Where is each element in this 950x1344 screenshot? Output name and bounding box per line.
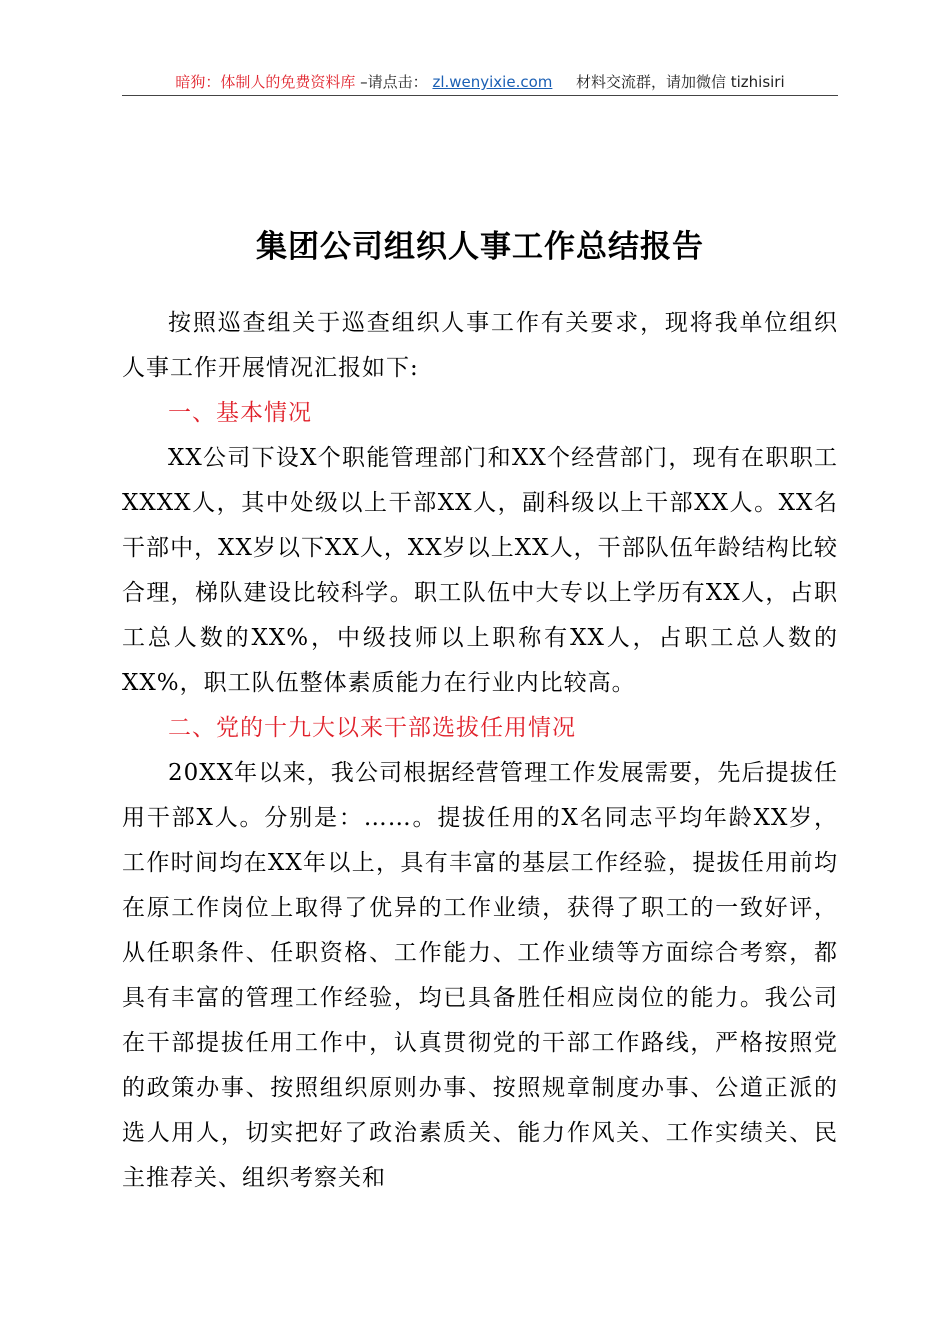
header-promo-text: 暗狗：体制人的免费资料库 [175,73,356,91]
section-paragraph-cadre-selection: 20XX年以来，我公司根据经营管理工作发展需要，先后提拔任用干部X人。分别是：……。提拔任用的X名同志平均年龄XX岁，工作时间均在XX年以上，具有丰富的基层工作经验，提拔任用前均在原工作岗位上取得了优异的工作业绩，获得了职工的一致好评，从任职条件、任职资格、工作能力、工作业绩等方面综合考察，都具有丰富的管理工作经验，均已具备胜任相应岗位的能力。我公司在干部提拔任用工作中，认真贯彻党的干部工作路线，严格按照党的政策办事、按照组织原则办事、按照规章制度办事、公道正派的选人用人，切实把好了政治素质关、能力作风关、工作实绩关、民主推荐关、组织考察关和 [122,760,838,1191]
document-title: 集团公司组织人事工作总结报告 [256,229,704,265]
header-divider [122,95,838,96]
section-heading-basic-situation: 一、基本情况 [168,400,312,426]
header-url-link[interactable]: zl.wenyixie.com [432,73,553,91]
header-click-prefix: –请点击： [360,73,428,91]
document-body [122,301,838,1201]
section-heading-cadre-selection: 二、党的十九大以来干部选拔任用情况 [168,715,576,741]
section-paragraph-basic-situation: XX公司下设X个职能管理部门和XX个经营部门，现有在职职工XXXX人，其中处级以上干部XX人，副科级以上干部XX人。XX名干部中，XX岁以下XX人，XX岁以上XX人，干部队伍年龄结构比较合理，梯队建设比较科学。职工队伍中大专以上学历有XX人，占职工总人数的XX%，中级技师以上职称有XX人，占职工总人数的XX%，职工队伍整体素质能力在行业内比较高。 [122,445,838,696]
intro-paragraph: 按照巡查组关于巡查组织人事工作有关要求，现将我单位组织人事工作开展情况汇报如下: [122,310,838,381]
header-wechat-text: 材料交流群，请加微信 tizhisiri [575,73,785,91]
page-header [122,70,838,94]
